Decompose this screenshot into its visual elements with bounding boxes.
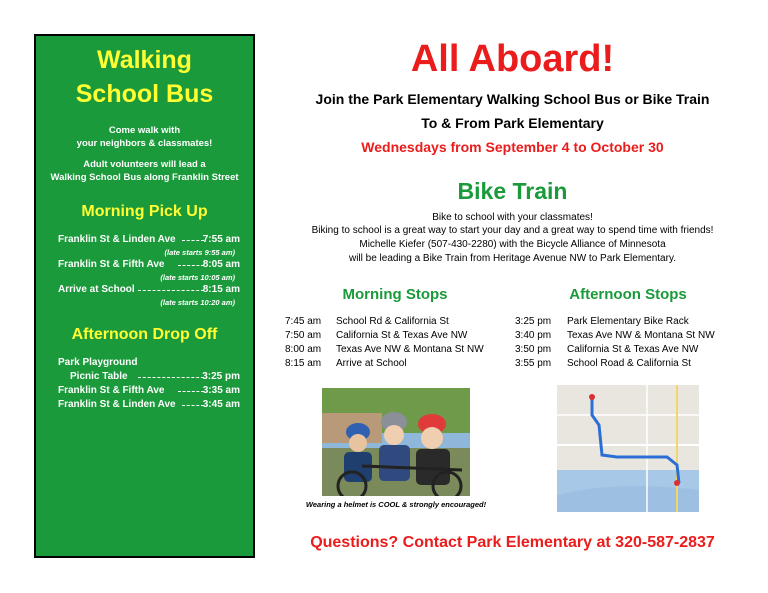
late-start-note: (late starts 10:20 am) [160,298,235,307]
bike-train-line: Biking to school is a great way to start your day and a great way to spend time with friends! [311,225,714,236]
afternoon-stop-place: Park Elementary Bike Rack [567,316,689,327]
dropoff-location: Franklin St & Linden Ave [58,399,176,410]
panel-intro2-line1: Adult volunteers will lead a [83,159,206,170]
bike-route-map [557,385,699,512]
dash-leader [178,265,204,266]
afternoon-dropoff-heading: Afternoon Drop Off [71,326,218,343]
morning-stop-place: School Rd & California St [336,316,449,327]
afternoon-stops-heading: Afternoon Stops [569,286,687,303]
afternoon-stop-place: California St & Texas Ave NW [567,344,699,355]
pickup-location: Franklin St & Fifth Ave [58,259,165,270]
dash-leader [182,240,204,241]
dropoff-time: 3:25 pm [202,371,240,382]
dropoff-location: Picnic Table [70,371,128,382]
pickup-time: 8:15 am [202,284,240,295]
subtitle-line2: To & From Park Elementary [421,115,604,131]
afternoon-stop-place: Texas Ave NW & Montana St NW [567,330,715,341]
morning-stop-time: 7:45 am [285,316,322,327]
bike-train-title: Bike Train [457,178,568,204]
bike-train-line: will be leading a Bike Train from Heritage Avenue NW to Park Elementary. [348,253,676,264]
afternoon-stop-time: 3:25 pm [515,316,552,327]
photo-caption: Wearing a helmet is COOL & strongly encouraged! [305,500,487,509]
panel-intro1-line2: your neighbors & classmates! [76,138,213,149]
late-start-note: (late starts 9:55 am) [164,248,235,257]
panel-title-line1: Walking [97,46,192,74]
bike-train-line: Michelle Kiefer (507-430-2280) with the Bicycle Alliance of Minnesota [359,239,666,250]
morning-stops-heading: Morning Stops [342,286,448,303]
pickup-time: 8:05 am [202,259,240,270]
subtitle-line1: Join the Park Elementary Walking School Bus or Bike Train [315,91,710,107]
morning-stop-time: 8:15 am [285,358,322,369]
kids-bike-photo [322,388,470,496]
pickup-location: Arrive at School [58,284,135,295]
dash-leader [182,405,204,406]
pickup-time: 7:55 am [202,234,240,245]
morning-stop-place: California St & Texas Ave NW [336,330,468,341]
morning-pickup-heading: Morning Pick Up [81,203,208,220]
headline: All Aboard! [410,38,615,80]
pickup-location: Franklin St & Linden Ave [58,234,176,245]
morning-stop-time: 7:50 am [285,330,322,341]
panel-intro1-line1: Come walk with [108,125,181,136]
event-dates: Wednesdays from September 4 to October 30 [361,139,664,155]
dash-leader [138,377,204,378]
dropoff-location: Park Playground [58,357,138,368]
afternoon-stop-time: 3:55 pm [515,358,552,369]
dropoff-time: 3:35 am [202,385,240,396]
panel-intro2-line2: Walking School Bus along Franklin Street [50,172,239,183]
afternoon-stop-time: 3:40 pm [515,330,552,341]
dash-leader [138,290,204,291]
dropoff-location: Franklin St & Fifth Ave [58,385,165,396]
contact-line: Questions? Contact Park Elementary at 320-587-2837 [310,534,715,551]
dash-leader [178,391,204,392]
morning-stop-time: 8:00 am [285,344,322,355]
afternoon-stop-time: 3:50 pm [515,344,552,355]
afternoon-stop-place: School Road & California St [567,358,691,369]
morning-stop-place: Texas Ave NW & Montana St NW [336,344,484,355]
walking-school-bus-panel [34,34,255,558]
panel-title-line2: School Bus [75,80,214,108]
morning-stop-place: Arrive at School [336,358,407,369]
bike-train-line: Bike to school with your classmates! [432,212,593,223]
dropoff-time: 3:45 am [202,399,240,410]
late-start-note: (late starts 10:05 am) [160,273,235,282]
